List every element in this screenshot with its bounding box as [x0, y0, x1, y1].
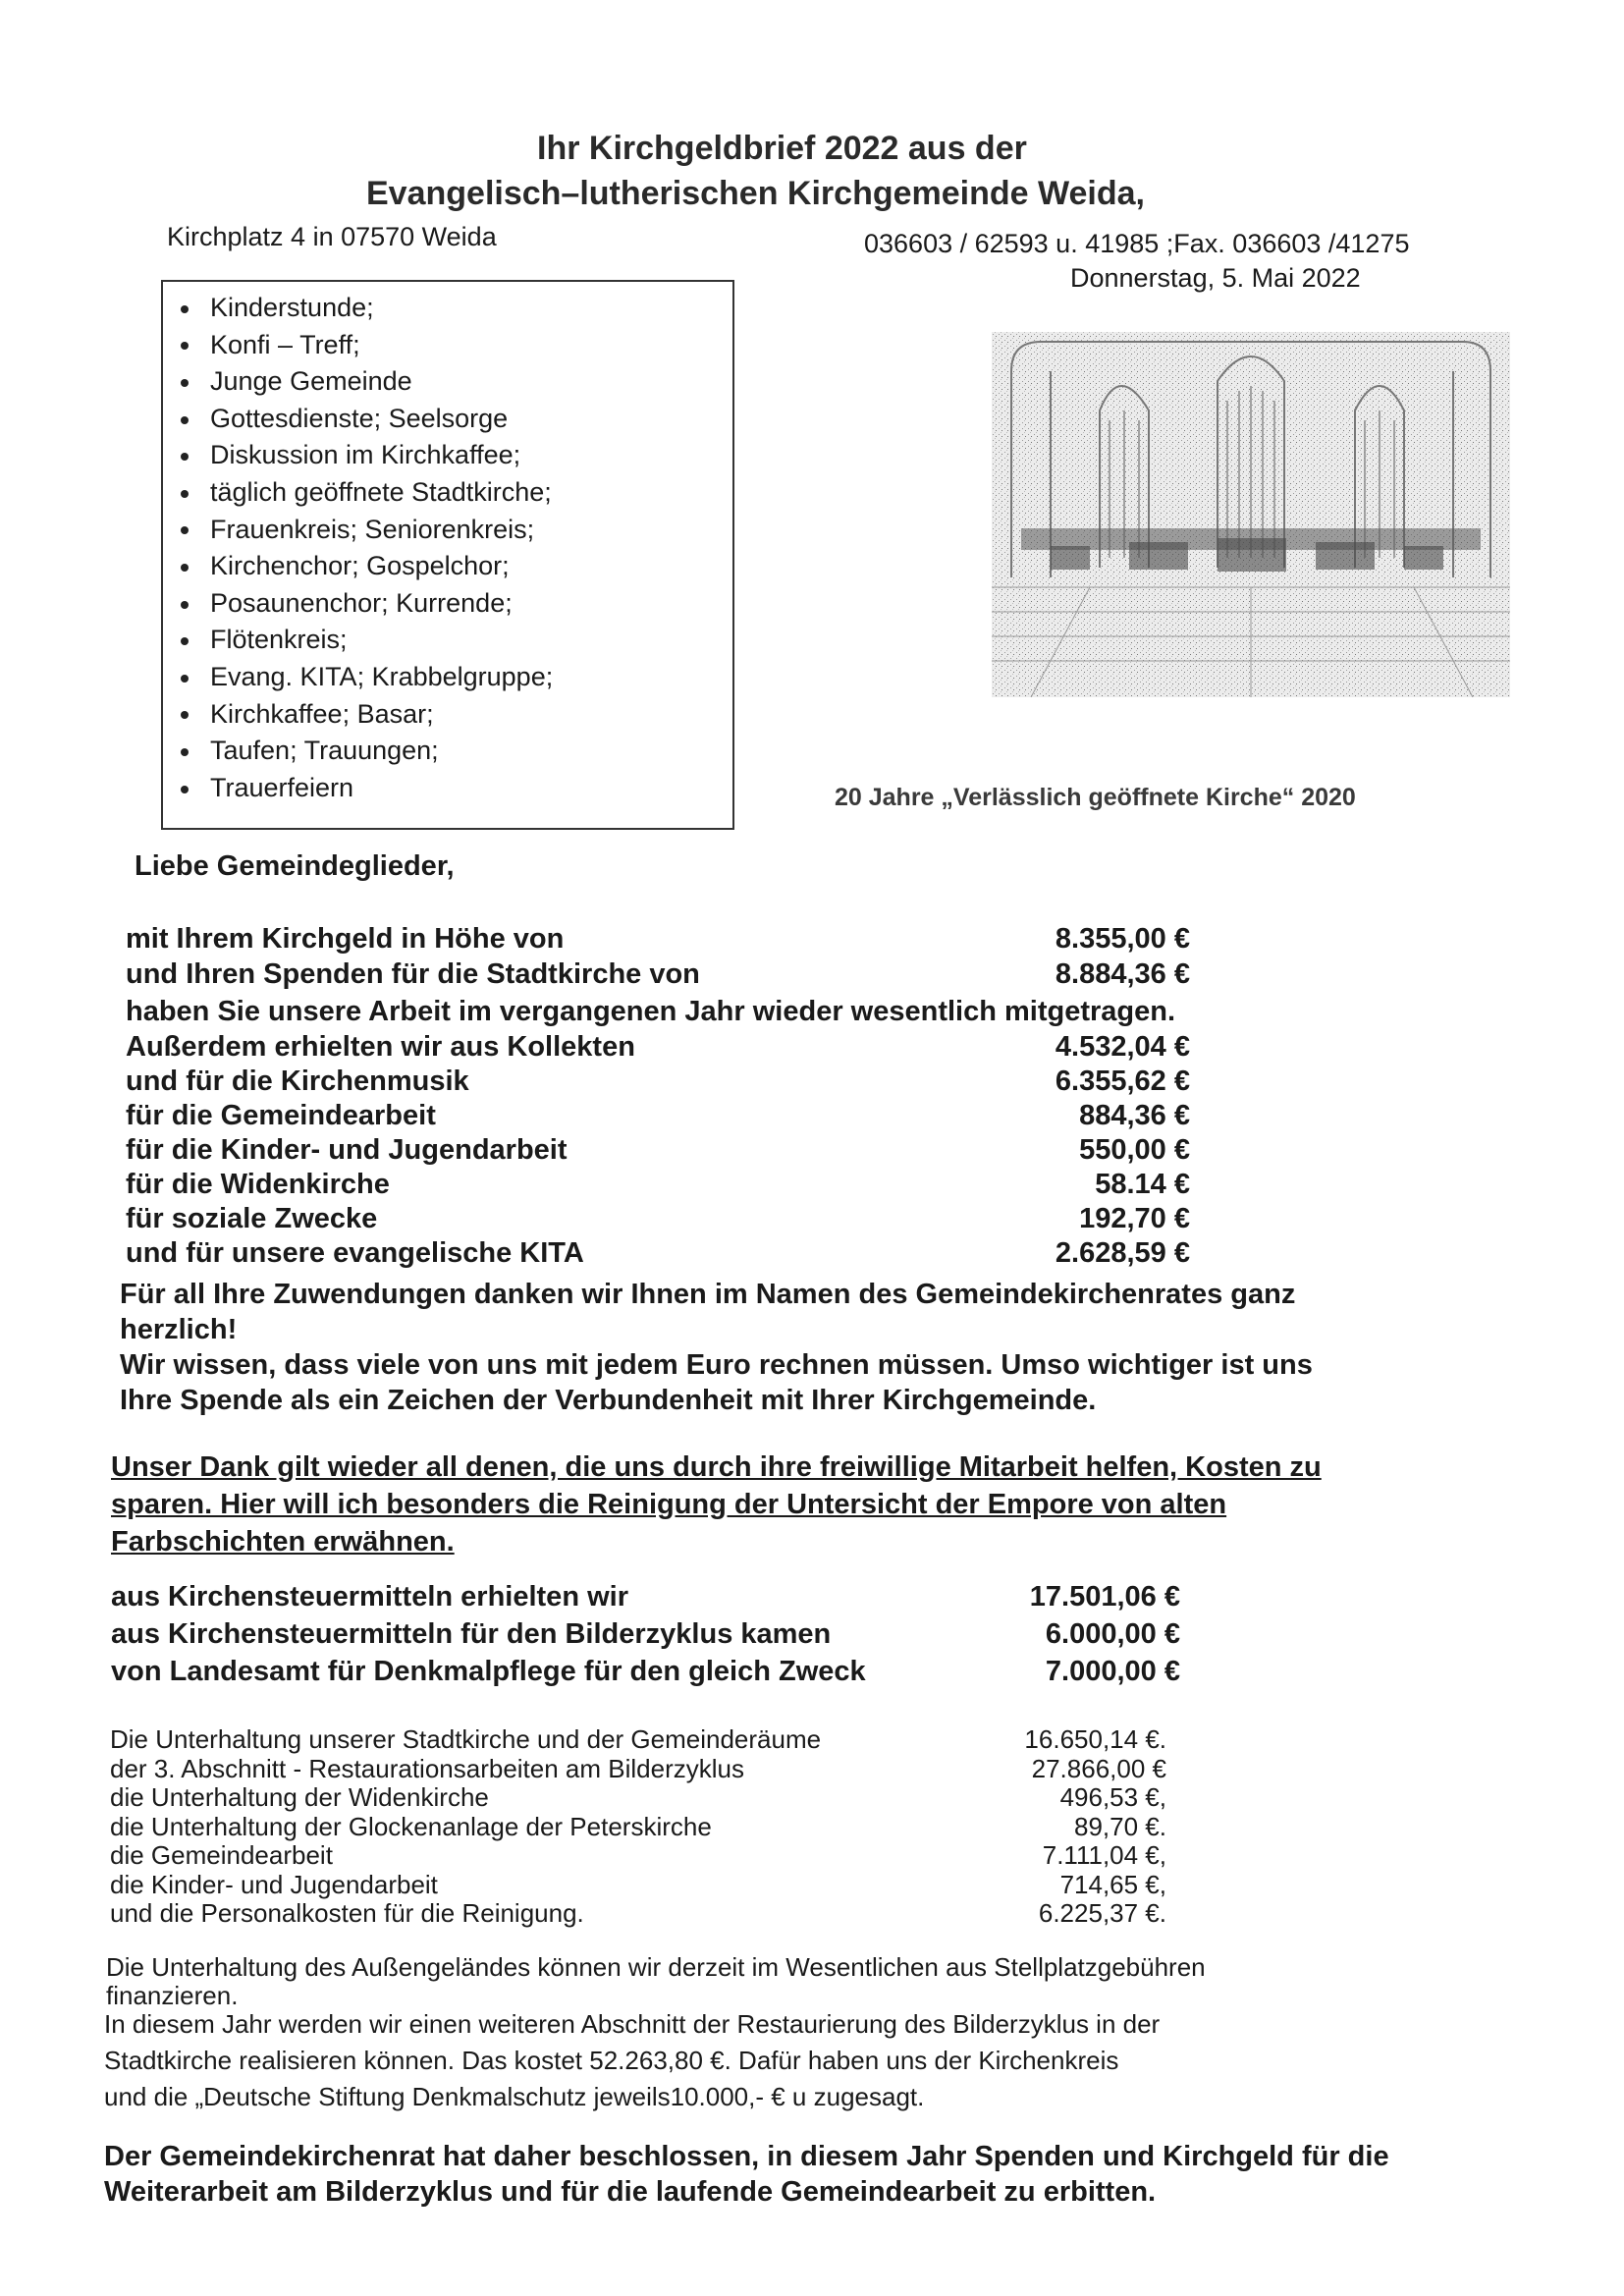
activity-label: täglich geöffnete Stadtkirche; — [210, 476, 552, 507]
activities-box — [161, 280, 734, 830]
activity-label: Kinderstunde; — [210, 293, 374, 322]
church-address: Kirchplatz 4 in 07570 Weida — [167, 222, 497, 251]
collection-row-label: für die Kinder- und Jugendarbeit — [126, 1134, 568, 1166]
activity-item — [181, 585, 553, 623]
expense-row-label: die Gemeindearbeit — [110, 1840, 333, 1870]
phone-fax: 036603 / 62593 u. 41985 ;Fax. 036603 /41275 — [864, 229, 1410, 258]
bullet-icon — [181, 675, 189, 683]
activity-item — [181, 733, 553, 770]
closing-line: Weiterarbeit am Bilderzyklus und für die laufende Gemeindearbeit zu erbitten. — [104, 2176, 1157, 2208]
church-interior-illustration — [992, 332, 1510, 697]
collection-row-label: und für unsere evangelische KITA — [126, 1237, 584, 1269]
volunteer-line: Unser Dank gilt wieder all denen, die uns durch ihre freiwillige Mitarbeit helfen, Kosten zu — [111, 1451, 1322, 1483]
activity-item — [181, 548, 553, 585]
activity-item — [181, 401, 553, 438]
photo-caption: 20 Jahre „Verlässlich geöffnete Kirche“ 2020 — [835, 784, 1356, 811]
collection-row-label: und für die Kirchenmusik — [126, 1066, 469, 1097]
funding-row-label: aus Kirchensteuermitteln für den Bilderzyklus kamen — [111, 1618, 832, 1650]
bullet-icon — [181, 379, 189, 387]
gratitude-line: Für all Ihre Zuwendungen danken wir Ihnen im Namen des Gemeindekirchenrates ganz — [120, 1279, 1296, 1310]
bullet-icon — [181, 453, 189, 461]
income-row-amount: 8.884,36 € — [1055, 958, 1190, 990]
activity-item — [181, 622, 553, 659]
bullet-icon — [181, 416, 189, 424]
collection-row-amount: 550,00 € — [1079, 1134, 1190, 1166]
gratitude-line: Wir wissen, dass viele von uns mit jedem Euro rechnen müssen. Umso wichtiger ist uns — [120, 1349, 1313, 1381]
activity-label: Trauerfeiern — [210, 772, 354, 802]
activity-label: Diskussion im Kirchkaffee; — [210, 440, 521, 470]
funding-row-amount: 6.000,00 € — [1045, 1618, 1180, 1650]
expense-row-amount: 27.866,00 € — [1031, 1753, 1166, 1783]
activity-item — [181, 659, 553, 696]
activity-label: Posaunenchor; Kurrende; — [210, 587, 513, 618]
funding-row-amount: 7.000,00 € — [1045, 1656, 1180, 1687]
activity-item — [181, 363, 553, 401]
church-interior-photo — [992, 332, 1510, 697]
collection-row-amount: 58.14 € — [1095, 1169, 1190, 1200]
income-row-amount: 8.355,00 € — [1055, 923, 1190, 955]
expense-row-amount: 714,65 €, — [1059, 1869, 1166, 1899]
letter-date: Donnerstag, 5. Mai 2022 — [1070, 263, 1361, 293]
expense-row-amount: 16.650,14 €. — [1024, 1724, 1166, 1754]
collection-row-amount: 884,36 € — [1079, 1100, 1190, 1131]
restoration-line: und die „Deutsche Stiftung Denkmalschutz jeweils10.000,- € u zugesagt. — [104, 2082, 925, 2111]
bullet-icon — [181, 564, 189, 572]
bullet-icon — [181, 601, 189, 609]
outdoor-line: Die Unterhaltung des Außengeländes können wir derzeit im Wesentlichen aus Stellplatzgebühren — [106, 1952, 1206, 1982]
activity-item — [181, 512, 553, 549]
expense-row-label: der 3. Abschnitt - Restaurationsarbeiten am Bilderzyklus — [110, 1753, 744, 1783]
bullet-icon — [181, 342, 189, 350]
activity-item — [181, 437, 553, 474]
activity-label: Taufen; Trauungen; — [210, 736, 439, 766]
expense-row-label: Die Unterhaltung unserer Stadtkirche und der Gemeinderäume — [110, 1724, 822, 1754]
bullet-icon — [181, 490, 189, 498]
restoration-line: In diesem Jahr werden wir einen weiteren Abschnitt der Restaurierung des Bilderzyklus in der — [104, 2009, 1161, 2039]
expense-row-amount: 496,53 €, — [1059, 1782, 1166, 1812]
activity-label: Junge Gemeinde — [210, 366, 412, 397]
activity-label: Kirchkaffee; Basar; — [210, 698, 434, 729]
outdoor-line: finanzieren. — [106, 1981, 239, 2010]
expense-row-label: die Unterhaltung der Widenkirche — [110, 1782, 489, 1812]
expense-row-label: die Kinder- und Jugendarbeit — [110, 1869, 438, 1899]
closing-line: Der Gemeindekirchenrat hat daher beschlossen, in diesem Jahr Spenden und Kirchgeld für die — [104, 2141, 1389, 2172]
bullet-icon — [181, 305, 189, 313]
collection-row-label: für die Widenkirche — [126, 1169, 390, 1200]
bullet-icon — [181, 637, 189, 645]
income-row-label: mit Ihrem Kirchgeld in Höhe von — [126, 923, 565, 955]
activity-label: Flötenkreis; — [210, 625, 348, 655]
activity-item — [181, 696, 553, 734]
activity-item — [181, 770, 553, 807]
title-line-1: Ihr Kirchgeldbrief 2022 aus der — [537, 130, 1027, 167]
funding-row-label: aus Kirchensteuermitteln erhielten wir — [111, 1581, 628, 1613]
activity-item — [181, 327, 553, 364]
expense-row-label: die Unterhaltung der Glockenanlage der Peterskirche — [110, 1811, 712, 1841]
collection-row-label: Außerdem erhielten wir aus Kollekten — [126, 1031, 635, 1063]
volunteer-line: Farbschichten erwähnen. — [111, 1526, 455, 1558]
activity-label: Evang. KITA; Krabbelgruppe; — [210, 661, 554, 691]
activity-item — [181, 474, 553, 512]
activity-label: Kirchenchor; Gospelchor; — [210, 551, 510, 581]
collection-row-amount: 192,70 € — [1079, 1203, 1190, 1234]
activity-label: Gottesdienste; Seelsorge — [210, 403, 509, 433]
collection-row-amount: 4.532,04 € — [1055, 1031, 1190, 1063]
expense-row-amount: 89,70 €. — [1074, 1811, 1166, 1841]
activity-item — [181, 290, 553, 327]
volunteer-line: sparen. Hier will ich besonders die Reinigung der Untersicht der Empore von alten — [111, 1489, 1227, 1520]
collection-row-amount: 6.355,62 € — [1055, 1066, 1190, 1097]
collection-row-label: für soziale Zwecke — [126, 1203, 378, 1234]
bullet-icon — [181, 786, 189, 793]
restoration-line: Stadtkirche realisieren können. Das kostet 52.263,80 €. Dafür haben uns der Kirchenkreis — [104, 2046, 1119, 2075]
expense-row-label: und die Personalkosten für die Reinigung. — [110, 1898, 584, 1928]
activity-label: Konfi – Treff; — [210, 329, 360, 359]
income-row-label: und Ihren Spenden für die Stadtkirche von — [126, 958, 700, 990]
bullet-icon — [181, 748, 189, 756]
funding-row-amount: 17.501,06 € — [1029, 1581, 1180, 1613]
expense-row-amount: 7.111,04 €, — [1042, 1840, 1166, 1870]
activity-label: Frauenkreis; Seniorenkreis; — [210, 514, 535, 544]
activities-list — [181, 290, 553, 806]
bullet-icon — [181, 526, 189, 534]
expense-row-amount: 6.225,37 €. — [1038, 1898, 1166, 1928]
gratitude-line: Ihre Spende als ein Zeichen der Verbundenheit mit Ihrer Kirchgemeinde. — [120, 1385, 1097, 1416]
thanks-line: haben Sie unsere Arbeit im vergangenen Jahr wieder wesentlich mitgetragen. — [126, 996, 1176, 1027]
funding-row-label: von Landesamt für Denkmalpflege für den gleich Zweck — [111, 1656, 866, 1687]
collection-row-amount: 2.628,59 € — [1055, 1237, 1190, 1269]
bullet-icon — [181, 711, 189, 719]
collection-row-label: für die Gemeindearbeit — [126, 1100, 436, 1131]
greeting: Liebe Gemeindeglieder, — [135, 850, 455, 882]
title-line-2: Evangelisch–lutherischen Kirchgemeinde Weida, — [366, 175, 1145, 212]
gratitude-line: herzlich! — [120, 1314, 238, 1345]
